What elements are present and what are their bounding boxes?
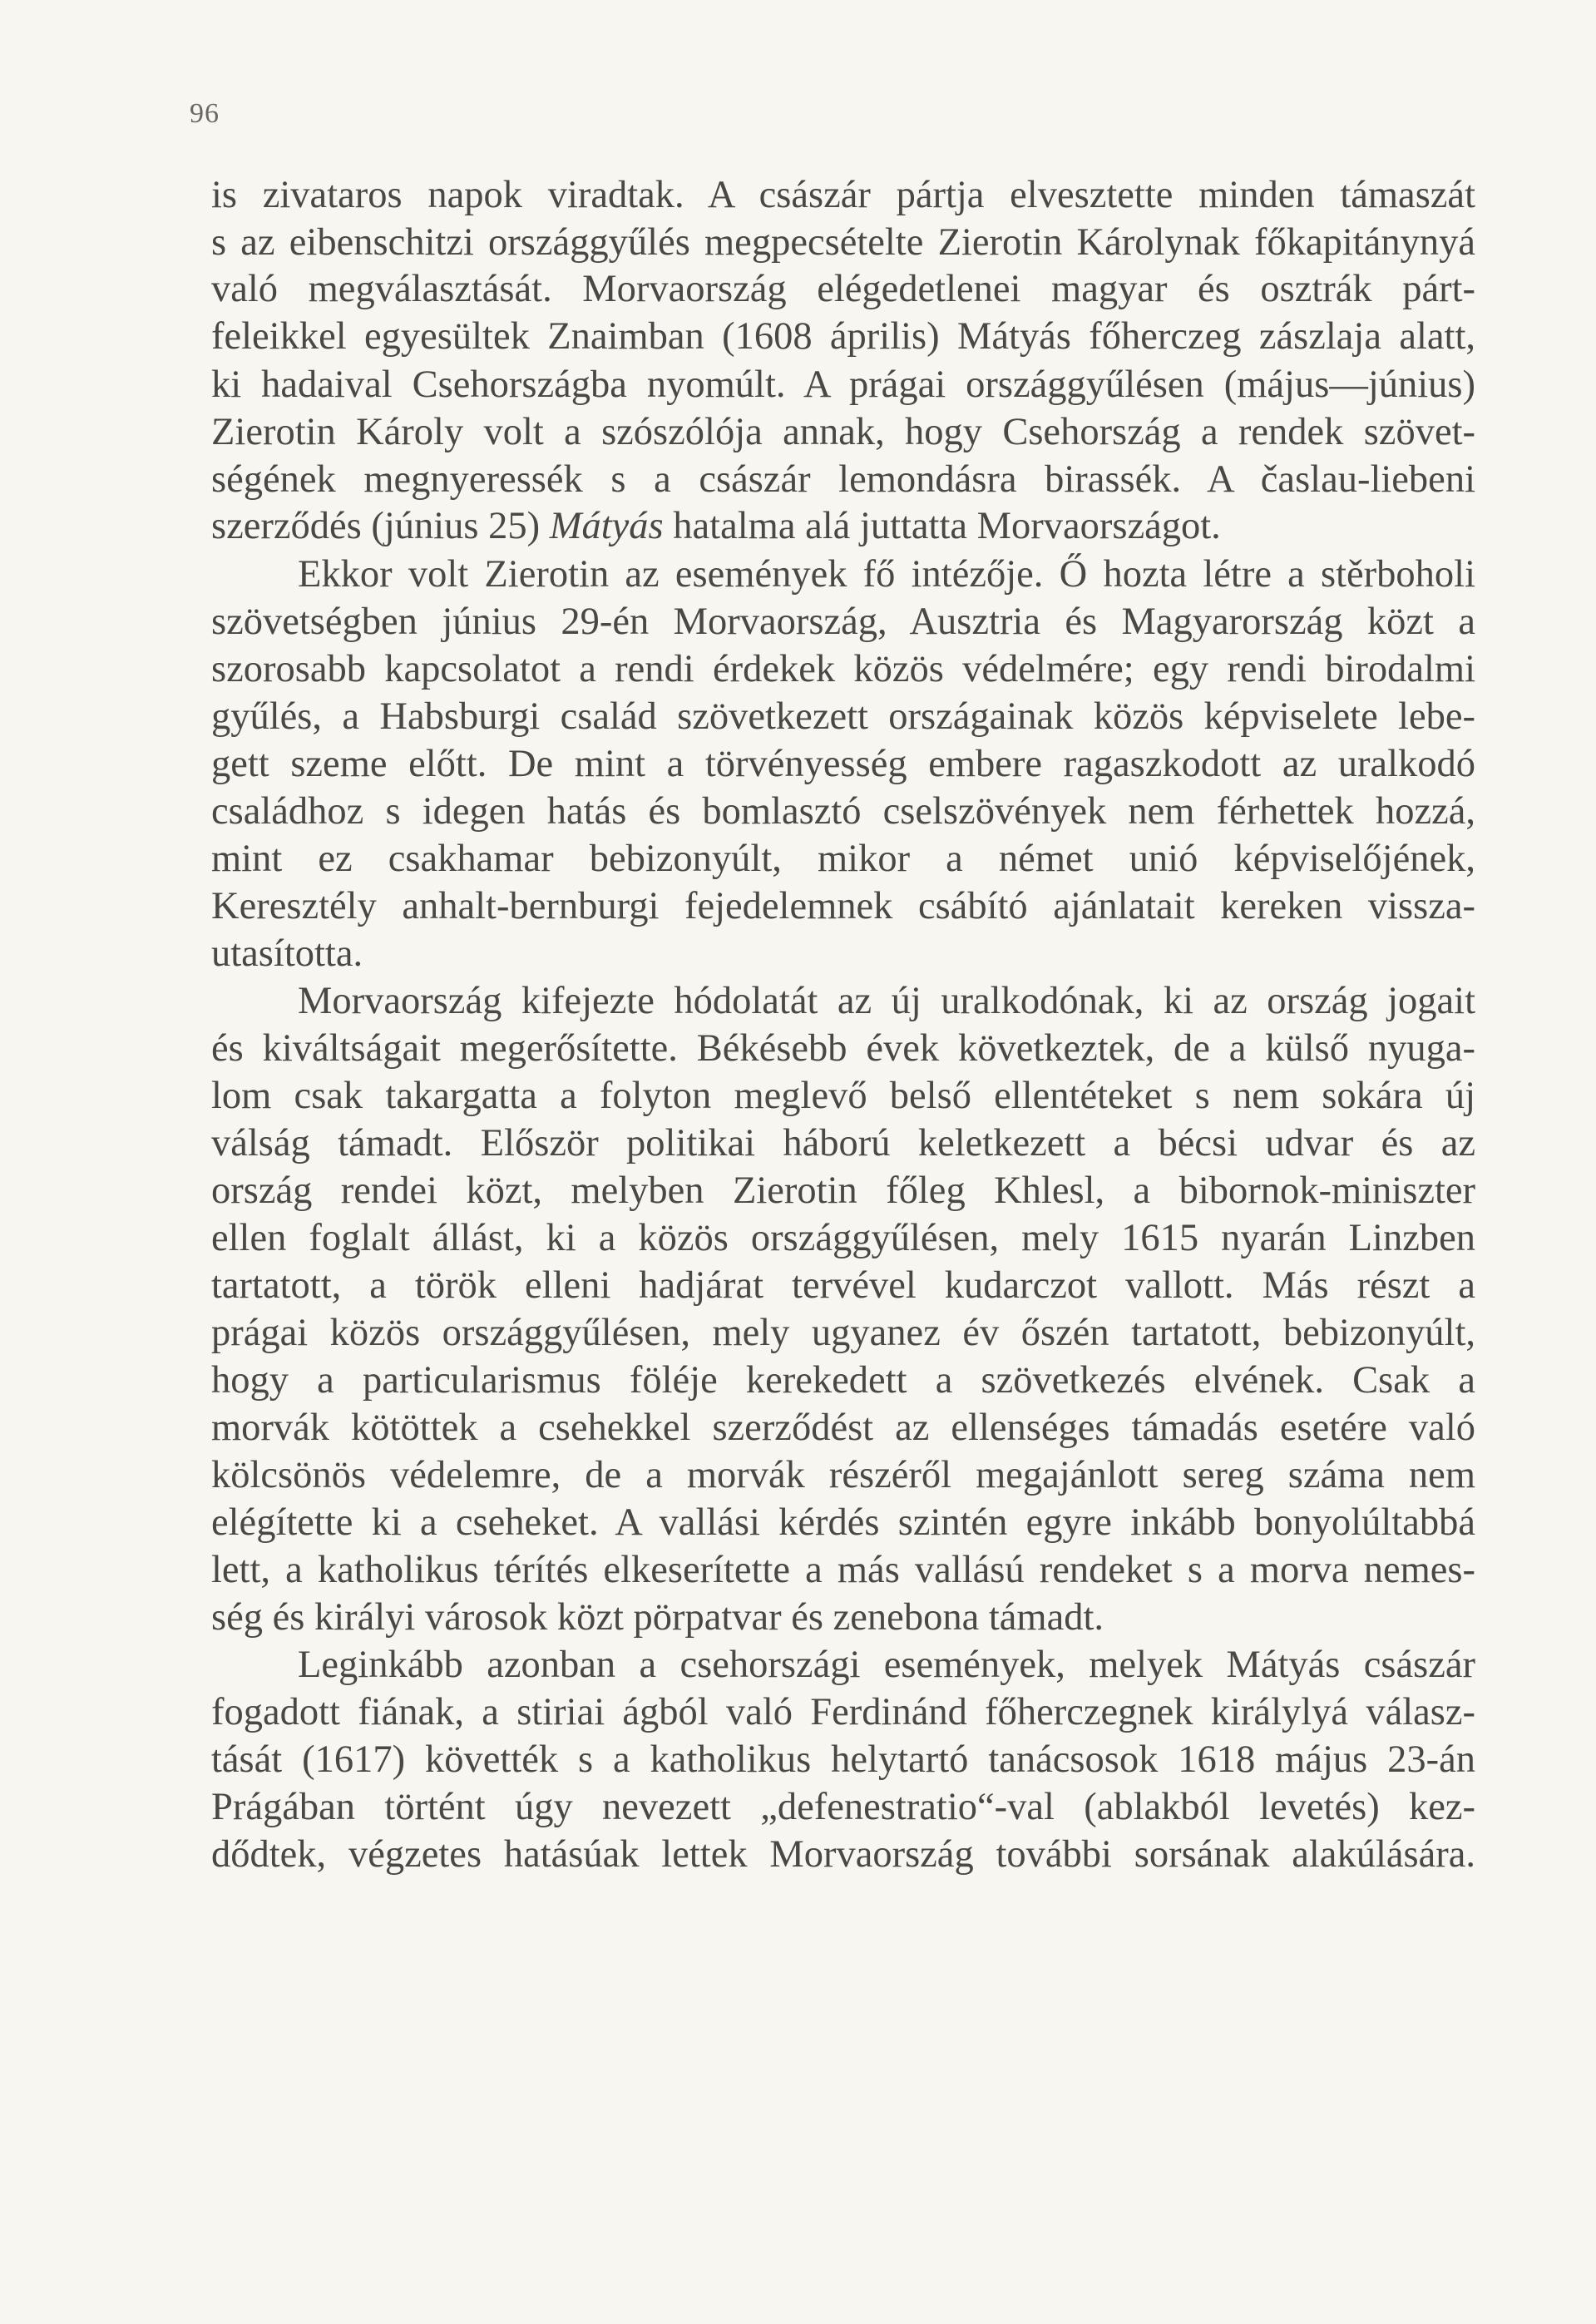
- italic-name: Mátyás: [549, 505, 664, 547]
- text-line: gett szeme előtt. De mint a törvényesség embere ragaszkodott az uralkodó: [211, 743, 1475, 785]
- text-line: lom csak takargatta a folyton meglevő belső ellentéteket s nem sokára új: [211, 1075, 1475, 1117]
- paragraph-first-line: Ekkor volt Zierotin az események fő intézője. Ő hozta létre a stěrboholi: [298, 553, 1475, 596]
- text-line: kölcsönös védelemre, de a morvák részéről megajánlott sereg száma nem: [211, 1454, 1475, 1496]
- text-segment: szerződés (június 25): [211, 505, 541, 547]
- text-line: ség és királyi városok közt pörpatvar és zenebona támadt.: [211, 1596, 1104, 1639]
- text-line: ségének megnyeressék s a császár lemondásra birassék. A časlau-liebeni: [211, 458, 1475, 501]
- text-line: Zierotin Károly volt a szószólója annak, hogy Csehország a rendek szövet-: [211, 411, 1475, 453]
- text-line: lett, a katholikus térítés elkeserítette a más vallású rendeket s a morva nemes-: [211, 1549, 1475, 1591]
- text-line-with-italic: [211, 502, 1221, 551]
- text-line: elégítette ki a cseheket. A vallási kérdés szintén egyre inkább bonyolúltabbá: [211, 1501, 1475, 1544]
- text-line: ellen foglalt állást, ki a közös országgyűlésen, mely 1615 nyarán Linzben: [211, 1217, 1475, 1259]
- page-number: 96: [190, 98, 220, 129]
- text-line: tartatott, a török elleni hadjárat tervével kudarczot vallott. Más részt a: [211, 1264, 1475, 1307]
- text-line: gyűlés, a Habsburgi család szövetkezett országainak közös képviselete lebe-: [211, 695, 1475, 738]
- text-line: dődtek, végzetes hatásúak lettek Morvaország további sorsának alakúlására.: [211, 1833, 1475, 1876]
- text-line: utasította.: [211, 932, 363, 975]
- body-text: [211, 171, 1475, 2267]
- text-line: ország rendei közt, melyben Zierotin főleg Khlesl, a bibornok-miniszter: [211, 1169, 1475, 1212]
- text-line: fogadott fiának, a stiriai ágból való Ferdinánd főherczegnek királylyá válasz-: [211, 1691, 1475, 1733]
- text-line: Prágában történt úgy nevezett „defenestratio“-val (ablakból levetés) kez-: [211, 1786, 1475, 1828]
- text-line: családhoz s idegen hatás és bomlasztó cselszövények nem férhettek hozzá,: [211, 790, 1475, 833]
- text-line: szorosabb kapcsolatot a rendi érdekek közös védelmére; egy rendi birodalmi: [211, 648, 1475, 690]
- text-line: ki hadaival Csehországba nyomúlt. A prágai országgyűlésen (május—június): [211, 363, 1475, 406]
- text-line: hogy a particularismus föléje kerekedett a szövetkezés elvének. Csak a: [211, 1359, 1475, 1402]
- text-line: feleikkel egyesültek Znaimban (1608 április) Mátyás főherczeg zászlaja alatt,: [211, 315, 1475, 358]
- text-line: szövetségben június 29-én Morvaország, Ausztria és Magyarország közt a: [211, 601, 1475, 643]
- text-line: mint ez csakhamar bebizonyúlt, mikor a német unió képviselőjének,: [211, 838, 1475, 880]
- text-line: Keresztély anhalt-bernburgi fejedelemnek csábító ajánlatait kereken vissza-: [211, 885, 1475, 927]
- paragraph-first-line: Morvaország kifejezte hódolatát az új uralkodónak, ki az ország jogait: [298, 980, 1475, 1022]
- text-line: prágai közös országgyűlésen, mely ugyanez év őszén tartatott, bebizonyúlt,: [211, 1312, 1475, 1354]
- text-line: morvák kötöttek a csehekkel szerződést az ellenséges támadás esetére való: [211, 1407, 1475, 1449]
- text-line: tását (1617) követték s a katholikus helytartó tanácsosok 1618 május 23-án: [211, 1738, 1475, 1781]
- text-line: való megválasztását. Morvaország elégedetlenei magyar és osztrák párt-: [211, 268, 1475, 310]
- text-line: is zivataros napok viradtak. A császár pártja elvesztette minden támaszát: [211, 174, 1475, 216]
- text-segment: hatalma alá juttatta Morvaországot.: [673, 505, 1221, 547]
- text-line: válság támadt. Először politikai háború keletkezett a bécsi udvar és az: [211, 1122, 1475, 1164]
- text-line: s az eibenschitzi országgyűlés megpecsételte Zierotin Károlynak főkapitánynyá: [211, 221, 1475, 264]
- text-line: és kiváltságait megerősítette. Békésebb évek következtek, de a külső nyuga-: [211, 1027, 1475, 1070]
- paragraph-first-line: Leginkább azonban a csehországi események, melyek Mátyás császár: [298, 1644, 1475, 1686]
